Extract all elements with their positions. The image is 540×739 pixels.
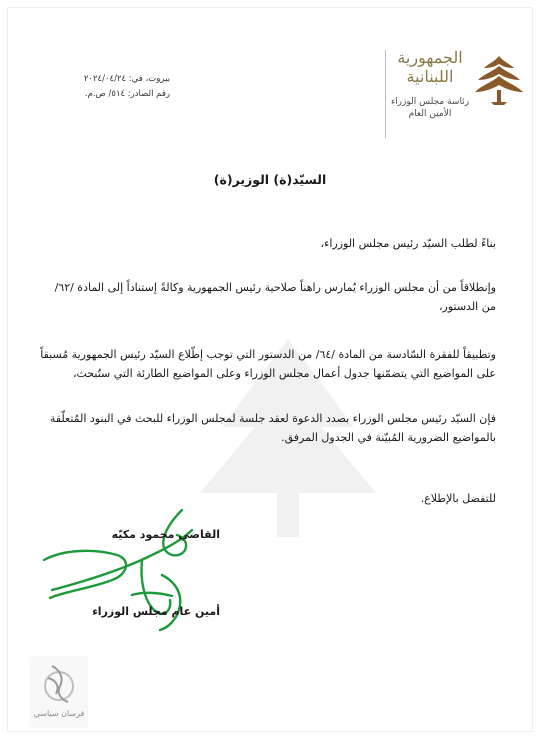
closing-line: للتفضل بالإطلاع. <box>420 492 496 505</box>
office-name: رئاسة مجلس الوزراء <box>390 97 470 107</box>
paragraph-2: وإنطلاقاً من أن مجلس الوزراء يُمارس راهناً صلاحية رئيس الجمهورية وكالةً إستناداً إلى المادة /٦٢/ من الدستور، <box>54 281 496 313</box>
corner-logo-icon <box>30 656 88 728</box>
emblem-line2: اللبنانية <box>406 67 454 86</box>
letterhead-divider <box>385 50 386 138</box>
letterhead-emblem <box>390 48 470 120</box>
letter-meta <box>50 72 170 102</box>
paragraph-3: وتطبيقاً للفقرة السّادسة من المادة /٦٤/ من الدستور التي توجب إطّلاع السيّد رئيس الجمهورية مُسبقاً على المواضيع التي يتضمّنها جدول أعمال مجلس الوزراء وعلى المواضيع الطارئة التي ستُبحث، <box>40 348 496 380</box>
reference-line: رقم الصادر: ٥١٤/ ص.م. <box>84 89 170 99</box>
salutation: السيّد(ة) الوزير(ة) <box>213 172 327 187</box>
paragraph-4: فإن السيّد رئيس مجلس الوزراء بصدد الدعوة لعقد جلسة لمجلس الوزراء للبحث في البنود المُتعلّقة بالمواضيع الضرورية المُبيّنة في الجدول المرفق. <box>49 412 496 444</box>
corner-logo-text: فرسان سياسي <box>33 709 85 718</box>
date-line: بيروت، في: ٢٠٢٤/٠٤/٢٤ <box>83 74 170 84</box>
emblem-line1: الجمهورية <box>397 48 463 67</box>
letter-page <box>8 8 532 731</box>
signatory-name: القاضي محمود مكيّه <box>111 528 220 541</box>
signatory-title: أمين عام مجلس الوزراء <box>92 605 220 618</box>
paragraph-1: بناءً لطلب السيّد رئيس مجلس الوزراء، <box>320 237 496 250</box>
office-title: الأمين العام <box>408 109 452 119</box>
handwritten-signature <box>32 500 232 640</box>
cedar-tree-icon <box>474 54 524 106</box>
